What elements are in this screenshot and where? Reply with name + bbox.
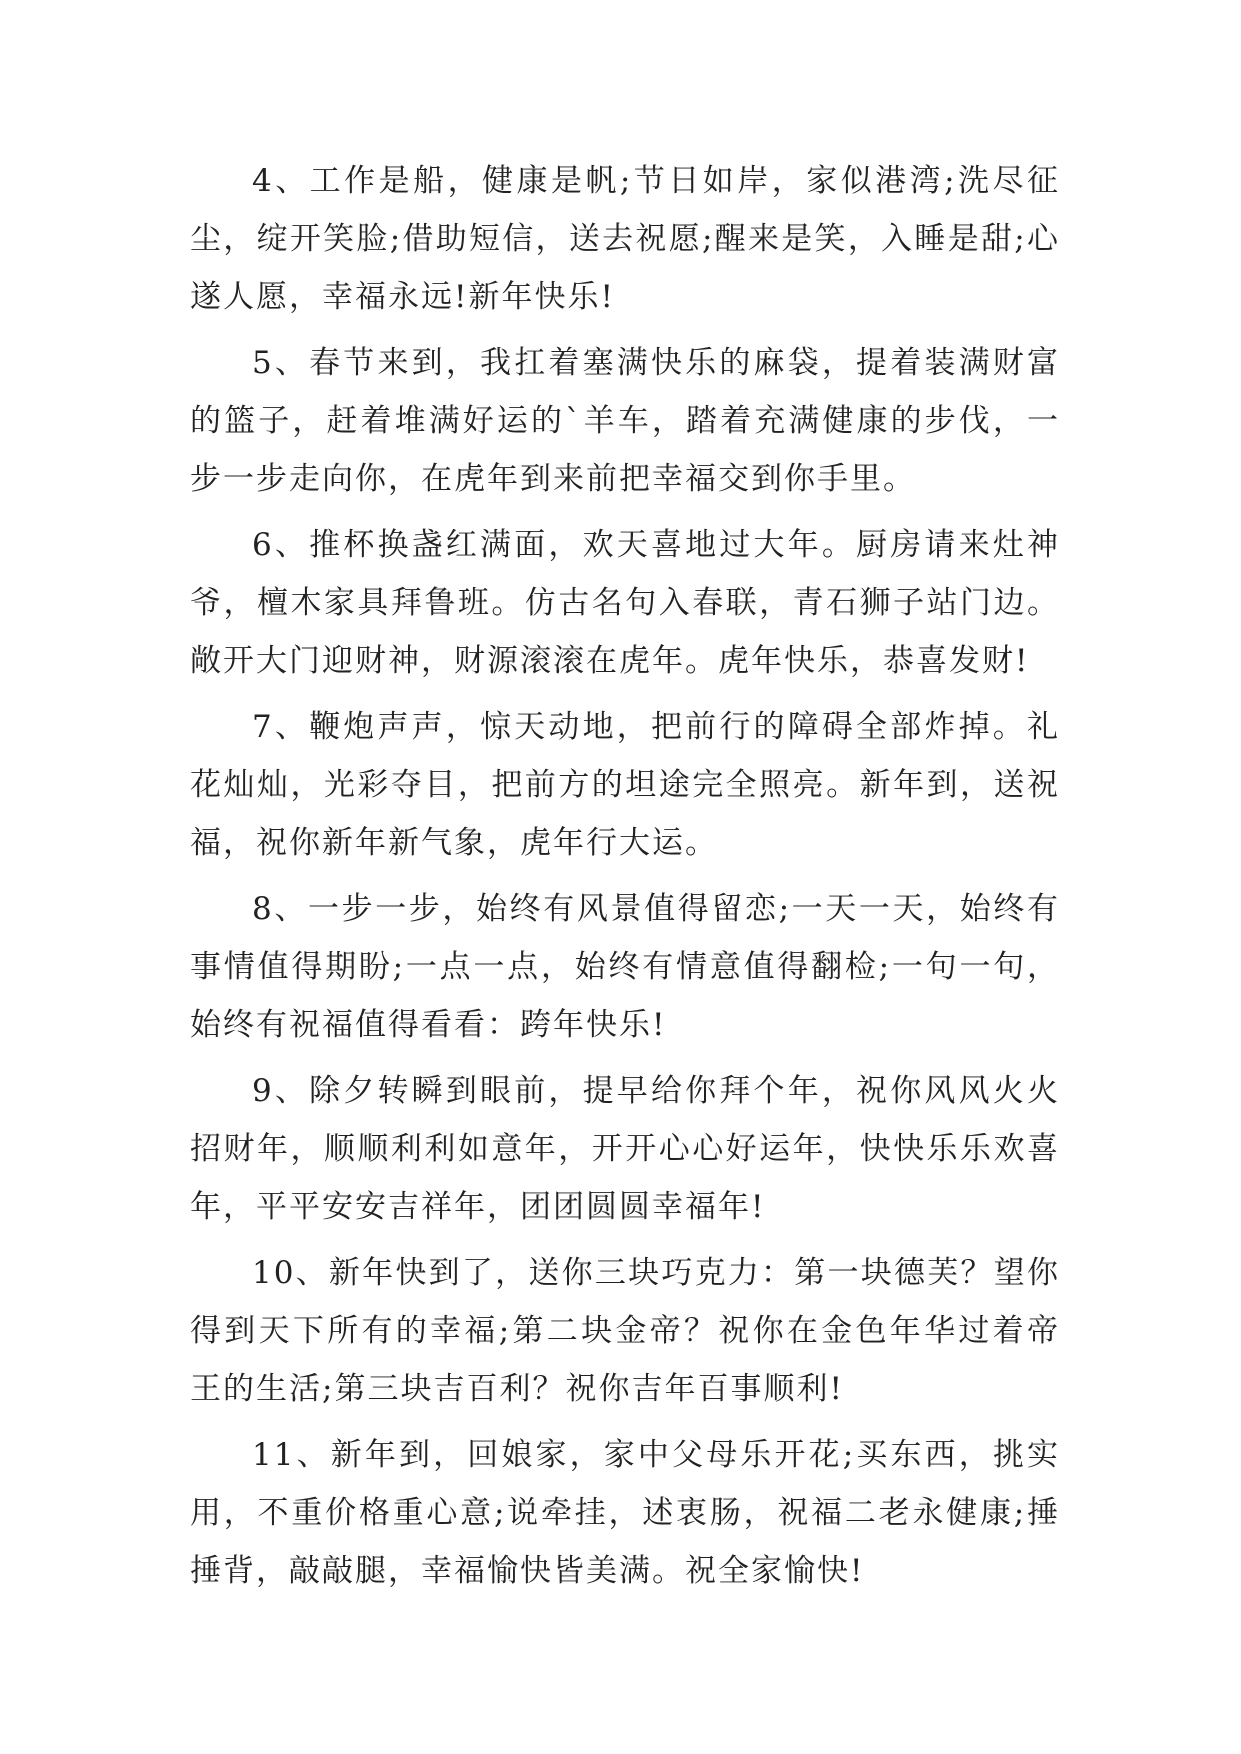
paragraph-11: 11、新年到，回娘家，家中父母乐开花;买东西，挑实用，不重价格重心意;说牵挂，述衷肠，祝福二老永健康;捶捶背，敲敲腿，幸福愉快皆美满。祝全家愉快! — [190, 1437, 1060, 1589]
paragraph-4: 4、工作是船，健康是帆;节日如岸，家似港湾;洗尽征尘，绽开笑脸;借助短信，送去祝愿;醒来是笑，入睡是甜;心遂人愿，幸福永远!新年快乐! — [190, 163, 1060, 315]
paragraph-5: 5、春节来到，我扛着塞满快乐的麻袋，提着装满财富的篮子，赶着堆满好运的`羊车，踏着充满健康的步伐，一步一步走向你，在虎年到来前把幸福交到你手里。 — [190, 345, 1060, 497]
paragraph-7: 7、鞭炮声声，惊天动地，把前行的障碍全部炸掉。礼花灿灿，光彩夺目，把前方的坦途完全照亮。新年到，送祝福，祝你新年新气象，虎年行大运。 — [190, 709, 1060, 861]
document-body — [190, 152, 1060, 1608]
paragraph-10: 10、新年快到了，送你三块巧克力：第一块德芙？望你得到天下所有的幸福;第二块金帝？祝你在金色年华过着帝王的生活;第三块吉百利？祝你吉年百事顺利! — [190, 1255, 1060, 1407]
paragraph-9: 9、除夕转瞬到眼前，提早给你拜个年，祝你风风火火招财年，顺顺利利如意年，开开心心好运年，快快乐乐欢喜年，平平安安吉祥年，团团圆圆幸福年! — [190, 1073, 1060, 1225]
paragraph-6: 6、推杯换盏红满面，欢天喜地过大年。厨房请来灶神爷，檀木家具拜鲁班。仿古名句入春联，青石狮子站门边。敞开大门迎财神，财源滚滚在虎年。虎年快乐，恭喜发财! — [190, 527, 1060, 679]
paragraph-8: 8、一步一步，始终有风景值得留恋;一天一天，始终有事情值得期盼;一点一点，始终有情意值得翻检;一句一句，始终有祝福值得看看：跨年快乐! — [190, 891, 1060, 1043]
